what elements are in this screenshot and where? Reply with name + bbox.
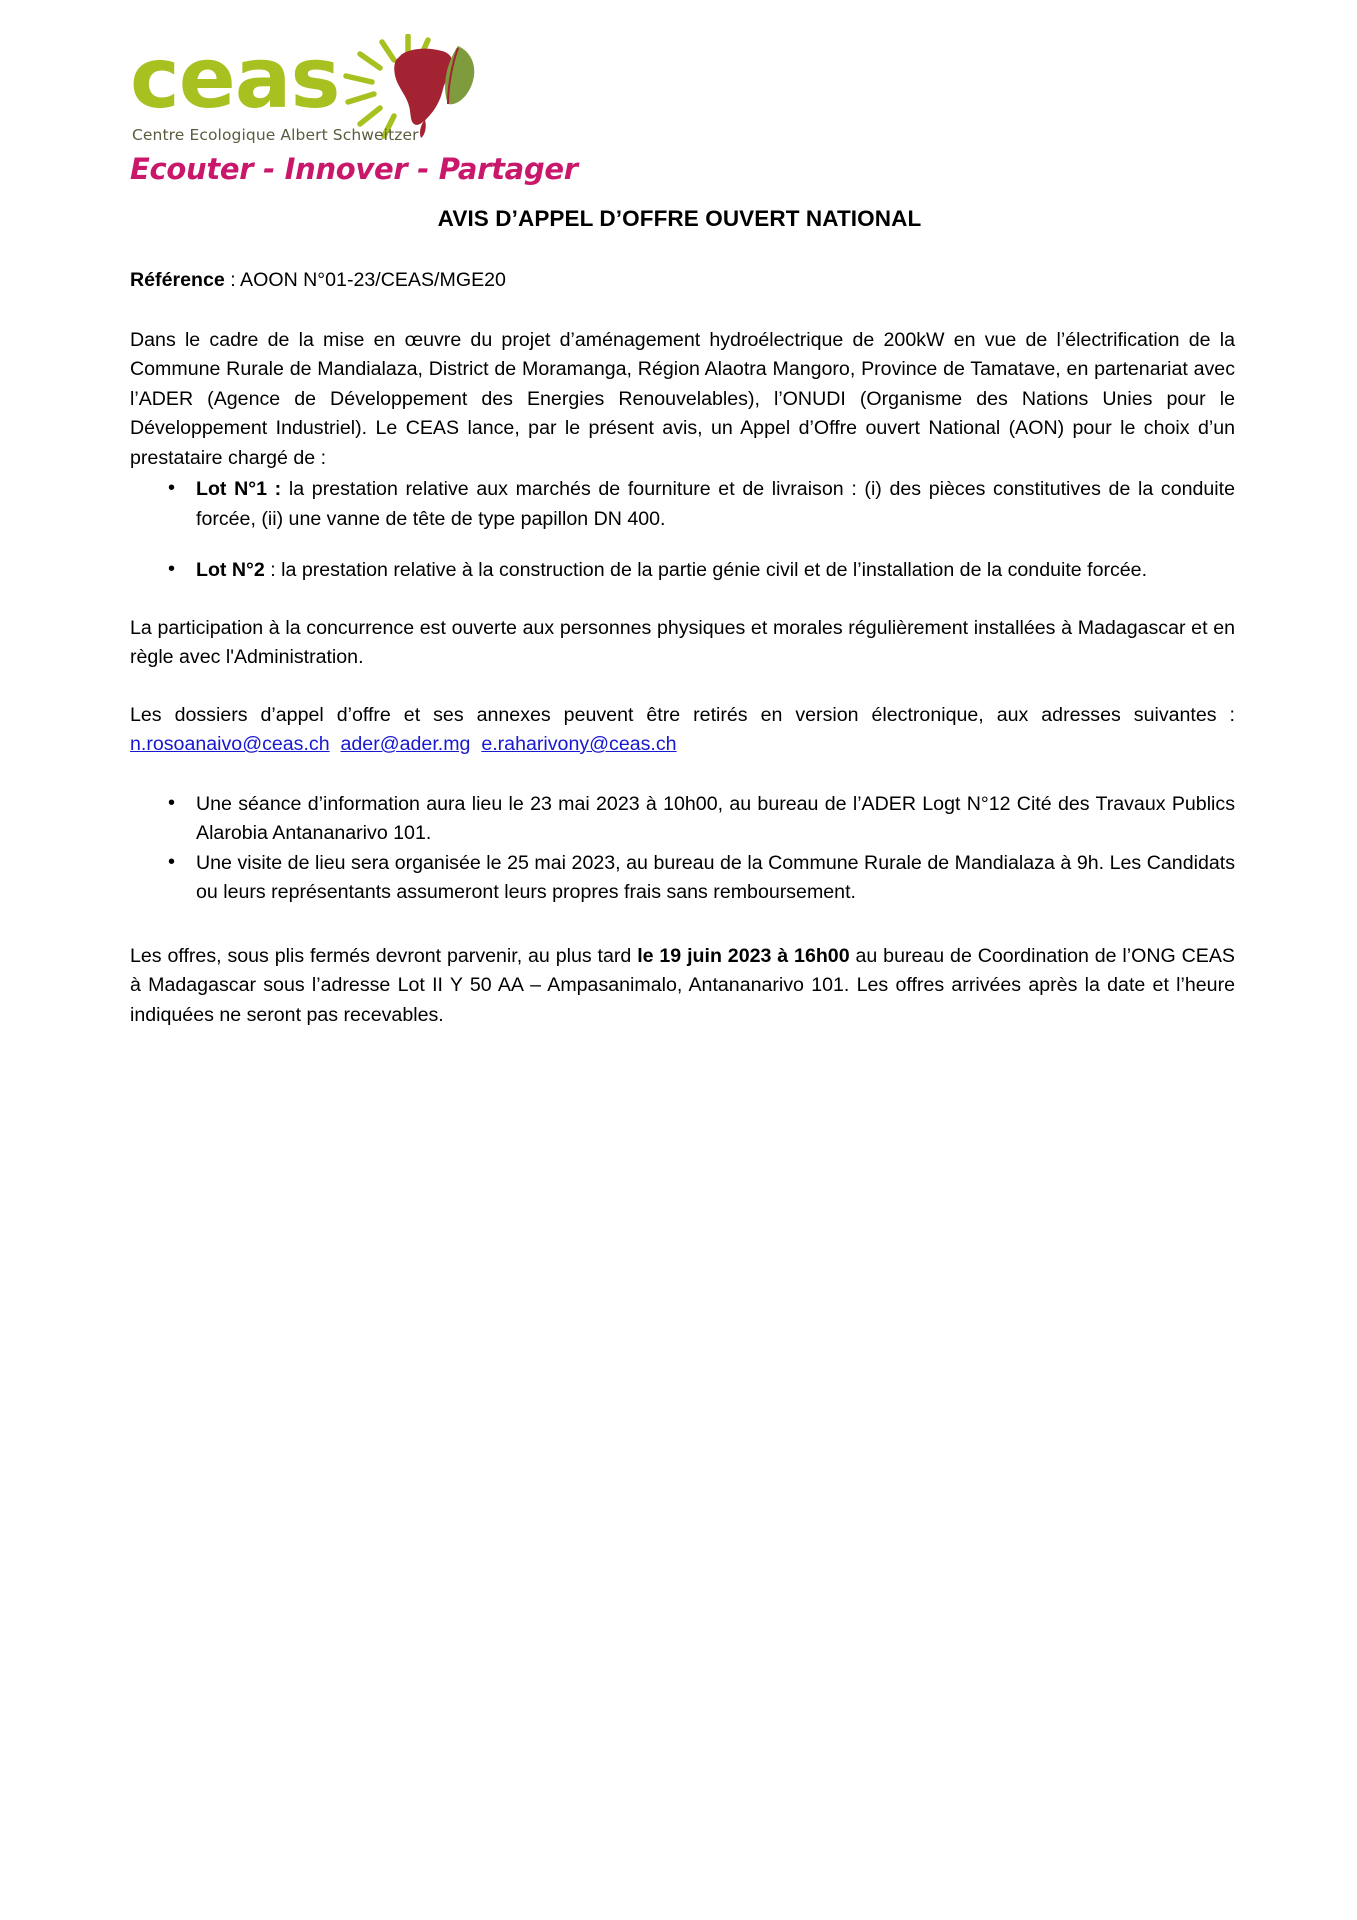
ceas-logo [128, 29, 578, 186]
participation-paragraph: La participation à la concurrence est ouverte aux personnes physiques et morales régulièrement installées à Madagascar et en règle avec l'Administration. [130, 616, 1235, 668]
list-item-site-visit: • Une visite de lieu sera organisée le 25 mai 2023, au bureau de la Commune Rurale de Mandialaza à 9h. Les Candidats ou leurs représentants assumeront leurs propres frais sans remboursement. [130, 849, 1235, 908]
reference-separator: : [224, 269, 241, 291]
reference-label: Référence [130, 269, 225, 291]
lot-1-text: la prestation relative aux marchés de fourniture et de livraison : (i) des pièces constitutives de la conduite forcée, (ii) une vanne de tête de type papillon DN 400. [196, 478, 1236, 530]
lots-list [130, 475, 1235, 586]
list-item-info-session: • Une séance d’information aura lieu le 23 mai 2023 à 10h00, au bureau de l’ADER Logt N°12 Cité des Travaux Publics Alarobia Antananarivo 101. [130, 790, 1235, 849]
email-link-ader[interactable]: ader@ader.mg [340, 733, 471, 755]
intro-paragraph: Dans le cadre de la mise en œuvre du projet d’aménagement hydroélectrique de 200kW en vue de l’électrification de la Commune Rurale de Mandialaza, District de Moramanga, Région Alaotra Mangoro, Province de Tamatave, en partenariat avec l’ADER (Agence de Développement des Energies Renouvelables), l’ONUDI (Organisme des Nations Unies pour le Développement Industriel). Le CEAS lance, par le présent avis, un Appel d’Offre ouvert National (AON) pour le choix d’un prestataire chargé de : [130, 328, 1235, 469]
leaf-icon [445, 46, 474, 104]
email-link-rosoanaivo[interactable]: n.rosoanaivo@ceas.ch [130, 733, 330, 755]
logo-subtitle: Centre Ecologique Albert Schweitzer [132, 126, 419, 144]
lot-1-label: Lot N°1 : [196, 478, 282, 500]
submission-text-after: au bureau de Coordination de l’ONG CEAS à Madagascar sous l’adresse Lot II Y 50 AA – Ampasanimalo, Antananarivo 101. Les offres arrivées après la date et l’heure indiquées ne seront pas recevables. [130, 944, 1235, 1026]
document-title: AVIS D’APPEL D’OFFRE OUVERT NATIONAL [437, 206, 922, 231]
email-gap-2 [470, 733, 481, 755]
submission-text-before: Les offres, sous plis fermés devront parvenir, au plus tard [130, 944, 638, 967]
reference-line [130, 266, 1235, 296]
list-item-lot-2 [130, 556, 1235, 586]
lot-2-text: : la prestation relative à la construction de la partie génie civil et de l’installation de la conduite forcée. [264, 559, 1148, 581]
email-link-raharivony[interactable]: e.raharivony@ceas.ch [481, 733, 677, 755]
retrieval-text: Les dossiers d’appel d’offre et ses annexes peuvent être retirés en version électronique, aux adresses suivantes : [130, 703, 1235, 726]
email-gap-1 [330, 733, 341, 755]
submission-paragraph [130, 942, 1235, 1031]
reference-value: AOON N°01-23/CEAS/MGE20 [240, 269, 506, 291]
logo-graphic-row [128, 29, 488, 144]
retrieval-paragraph [130, 701, 1235, 760]
ceas-wordmark: ceas [130, 29, 340, 127]
africa-continent-icon [394, 49, 452, 125]
meetings-list [130, 790, 1235, 908]
document-header [0, 0, 1357, 186]
list-item-lot-1 [130, 475, 1235, 534]
document-body [0, 206, 1357, 1030]
submission-deadline: le 19 juin 2023 à 16h00 [637, 944, 850, 967]
logo-tagline: Ecouter - Innover - Partager [130, 152, 578, 186]
lot-2-label: Lot N°2 [196, 559, 265, 581]
